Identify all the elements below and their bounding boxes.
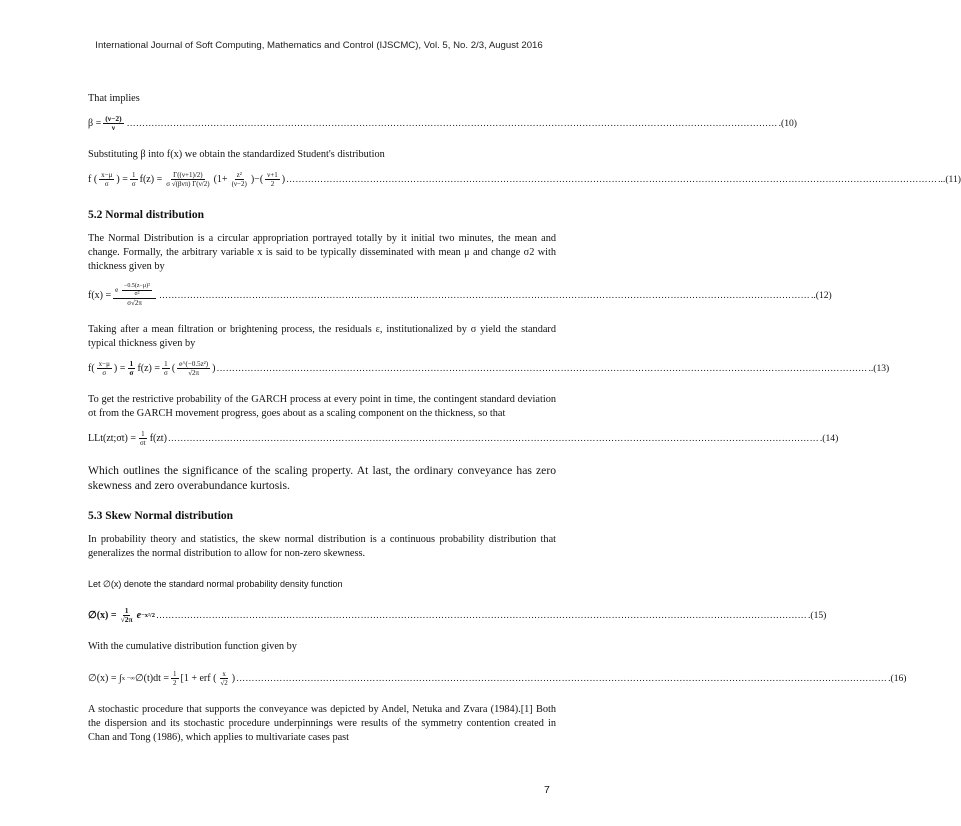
equation-11: [88, 171, 961, 188]
eq11-frac-2-bottom: σ: [131, 180, 136, 188]
leader-dots: …………………………………………………………………………………………………………………………………………………………………………………………: [158, 289, 810, 300]
eq11-frac-3-bottom: σ √(βνπ) Γ(ν/2): [166, 180, 210, 188]
eq16-frac-1-bottom: 2: [173, 679, 177, 687]
equation-13: [88, 359, 890, 377]
eq13-part-d: (: [171, 363, 176, 374]
eq15-frac-bottom: √2π: [120, 615, 133, 624]
leader-dots: …………………………………………………………………………………………………………………………………………………………………………………………: [126, 118, 778, 128]
eq12-exp-bottom: σ²: [134, 291, 140, 297]
eq11-number: ...(11): [938, 174, 961, 185]
page-body: [88, 92, 961, 745]
eq11-part-b: ) =: [116, 174, 128, 185]
paragraph-stochastic: A stochastic procedure that supports the conveyance was depicted by Andel, Netuka and Zvara (1984).[1] Both the dispersion and its stochastic procedure underpinnings were results of the symmetry contention created in Chan and Tong (1986), which applies to multivariate cases past: [88, 704, 556, 743]
eq11-frac-5-bottom: 2: [270, 180, 275, 188]
eq10-number: .(10): [778, 118, 797, 129]
leader-dots: …………………………………………………………………………………………………………………………………………………………………………………………: [155, 610, 807, 620]
paragraph-substituting: Substituting β into f(x) we obtain the standardized Student's distribution: [88, 149, 385, 160]
paragraph-skew: In probability theory and statistics, the skew normal distribution is a continuous probability distribution that generalizes the normal distribution to allow for non-zero skewness.: [88, 534, 556, 559]
eq11-frac-1-bottom: σ: [104, 180, 109, 188]
eq11-frac-1: [99, 171, 114, 188]
eq13-part-e: ): [212, 363, 216, 374]
eq14-frac-top: 1: [141, 430, 145, 438]
eq13-frac-1: [97, 360, 112, 377]
eq10-fraction: [103, 115, 123, 132]
eq14-part-a: LLt(zt;σt) =: [88, 433, 136, 444]
eq12-frac-top: [113, 283, 156, 299]
paragraph-taking: Taking after a mean filtration or brightening process, the residuals ε, institutionalized by σ yield the standard typical thickness given by: [88, 324, 556, 349]
paragraph-outlines: Which outlines the significance of the scaling property. At last, the ordinary conveyance has zero skewness and zero overabundance kurtosis.: [88, 464, 556, 492]
eq13-frac-1-top: x−μ: [98, 360, 110, 368]
eq16-part-b: ∅(t)dt =: [134, 673, 170, 684]
equation-16: [88, 670, 907, 687]
eq16-frac-1-top: 1: [173, 670, 177, 678]
eq15-part-a: ∅(x) =: [88, 610, 117, 621]
section-heading-skew: 5.3 Skew Normal distribution: [88, 510, 234, 522]
paragraph-restrictive: To get the restrictive probability of the GARCH process at every point in time, the contingent standard deviation σt from the GARCH movement progress, goes about as a scaling component on the thickness, so that: [88, 394, 556, 419]
eq16-part-d: ): [231, 673, 236, 684]
equation-10: [88, 114, 797, 132]
eq15-fraction: [119, 607, 135, 624]
eq16-part-c: [1 + erf (: [180, 673, 217, 684]
equation-14: [88, 430, 839, 447]
eq13-part-c: f(z) =: [137, 363, 161, 374]
page-number: 7: [544, 784, 550, 796]
eq14-number: .(14): [819, 433, 839, 444]
paragraph-normal: The Normal Distribution is a circular appropriation portrayed totally by it initial two minutes, the mean and change. Formally, the arbitrary variable x is said to be typically disseminated with mean μ and change σ2 with thickness given by: [88, 233, 556, 272]
eq13-frac-4: [177, 360, 210, 377]
eq13-frac-4-bottom: √2π: [188, 369, 200, 377]
eq11-part-c: f(z) =: [139, 174, 163, 185]
eq16-part-a: ∅(x) = ∫: [88, 673, 122, 684]
eq11-part-a: f (: [88, 174, 98, 185]
leader-dots: …………………………………………………………………………………………………………………………………………………………………………………………: [167, 433, 819, 443]
eq13-frac-2-bottom: σ: [129, 368, 134, 377]
eq11-frac-2: [130, 171, 138, 188]
eq15-exponent: −x²/2: [141, 612, 155, 619]
eq11-frac-1-top: x−μ: [101, 171, 113, 179]
eq10-lhs: β =: [88, 118, 102, 129]
eq14-frac-bottom: σt: [139, 439, 146, 447]
eq11-frac-5-top: ν+1: [267, 171, 278, 179]
eq16-frac-2-bottom: √2: [220, 679, 228, 687]
eq12-lhs: f(x) =: [88, 289, 112, 301]
eq10-frac-top: (ν−2): [105, 114, 122, 123]
eq12-exponent: [122, 283, 152, 298]
eq13-frac-2: [127, 360, 135, 377]
eq13-number: ..(13): [868, 363, 890, 374]
eq11-part-d: (1+: [213, 174, 228, 185]
eq16-frac-2-top: x: [222, 670, 226, 678]
eq13-frac-3-bottom: σ: [164, 369, 168, 377]
eq16-limits: x −∞: [121, 675, 135, 682]
eq10-frac-bottom: ν: [111, 123, 116, 132]
eq16-frac-2: [218, 670, 229, 687]
eq11-frac-4-top: z²: [236, 171, 242, 179]
eq12-number: ..(12): [810, 289, 832, 301]
equation-15: [88, 606, 827, 624]
equation-12: [88, 283, 832, 307]
eq11-part-e: )−(: [250, 174, 264, 185]
eq16-number: .(16): [888, 673, 907, 684]
leader-dots: …………………………………………………………………………………………………………………………………………………………………………………………: [286, 174, 938, 184]
eq12-fraction: [113, 283, 156, 307]
eq15-frac-top: 1: [124, 606, 129, 615]
eq13-frac-4-top: e^(−0.5z²): [179, 360, 209, 368]
eq13-frac-2-top: 1: [129, 359, 134, 368]
eq11-frac-4-bottom: (ν−2): [231, 180, 247, 188]
eq13-part-a: f(: [88, 363, 95, 374]
eq15-e: e: [136, 610, 142, 621]
eq11-frac-4: [230, 171, 249, 188]
eq11-frac-3: [164, 171, 211, 188]
eq13-frac-1-bottom: σ: [102, 369, 107, 377]
eq11-frac-3-top: Γ((ν+1)/2): [173, 171, 203, 179]
paragraph-cumulative: With the cumulative distribution function given by: [88, 641, 297, 652]
journal-header: International Journal of Soft Computing, Mathematics and Control (IJSCMC), Vol. 5, No. 2/3, August 2016: [95, 40, 543, 51]
paragraph-let: Let ∅(x) denote the standard normal probability density function: [88, 579, 343, 589]
eq12-exp-top: −0.5(z−μ)²: [124, 283, 150, 289]
eq15-number: .(15): [807, 610, 827, 621]
eq13-frac-3-top: 1: [164, 360, 168, 368]
eq11-frac-2-top: 1: [132, 171, 136, 179]
section-heading-normal: 5.2 Normal distribution: [88, 209, 204, 221]
paragraph-that-implies: That implies: [88, 93, 140, 104]
eq13-part-b: ) =: [113, 363, 126, 374]
eq12-e: e: [115, 286, 119, 295]
leader-dots: …………………………………………………………………………………………………………………………………………………………………………………………: [236, 673, 888, 683]
eq14-fraction: [138, 430, 148, 447]
eq12-frac-bottom: σ√2π: [127, 299, 142, 307]
eq11-frac-5: [265, 171, 280, 188]
eq16-frac-1: [171, 670, 179, 687]
eq14-part-b: f(zt): [149, 433, 167, 444]
eq13-frac-3: [162, 360, 170, 377]
leader-dots: …………………………………………………………………………………………………………………………………………………………………………………………: [216, 363, 868, 373]
eq11-part-f: ): [281, 174, 286, 185]
